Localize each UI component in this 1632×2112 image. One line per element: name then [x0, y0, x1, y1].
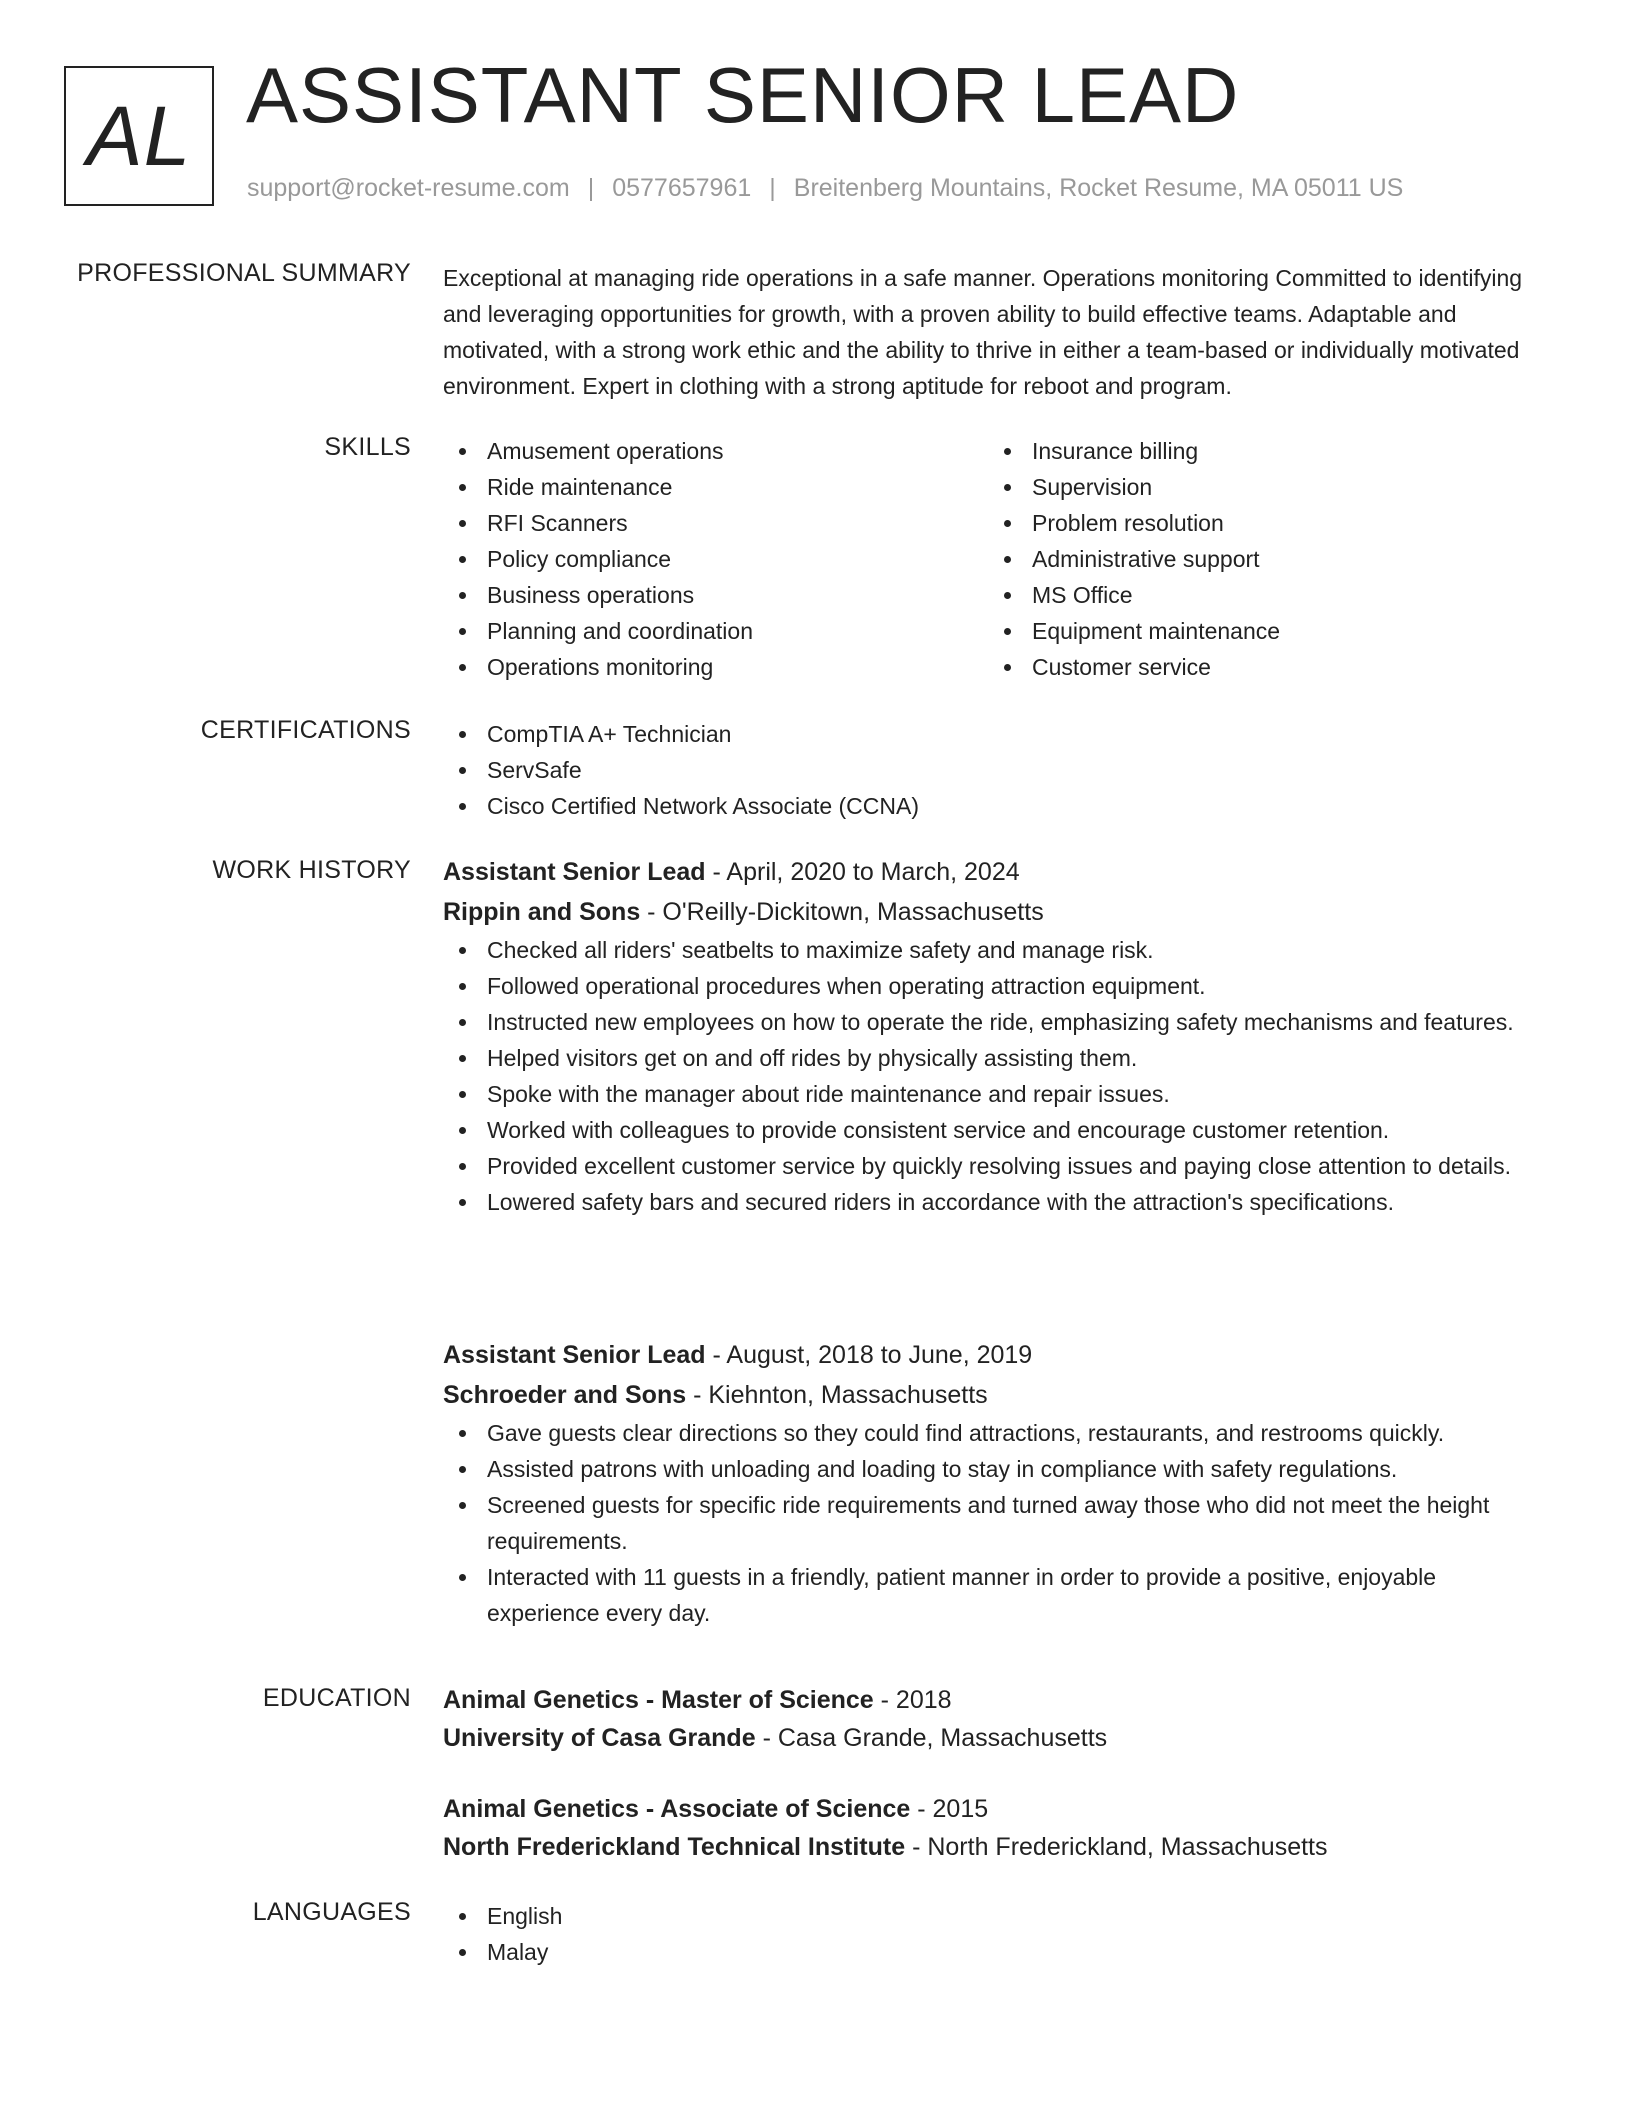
- skill-item: RFI Scanners: [443, 505, 988, 541]
- contact-separator: |: [587, 174, 595, 202]
- monogram-badge: [64, 66, 214, 206]
- contact-email: support@rocket-resume.com: [247, 174, 570, 202]
- skill-item: Policy compliance: [443, 541, 988, 577]
- summary-body: [443, 260, 1553, 404]
- education-school: University of Casa Grande: [443, 1724, 756, 1752]
- skills-list-left: [443, 433, 988, 685]
- job-bullet: Provided excellent customer service by quickly resolving issues and paying close attention to details.: [443, 1148, 1553, 1184]
- job-role: Assistant Senior Lead: [443, 1341, 706, 1369]
- education-degree: Animal Genetics - Associate of Science: [443, 1795, 911, 1823]
- skill-item: Equipment maintenance: [988, 613, 1533, 649]
- job-bullet: Worked with colleagues to provide consistent service and encourage customer retention.: [443, 1112, 1553, 1148]
- job-role: Assistant Senior Lead: [443, 858, 706, 886]
- education-degree-line: [443, 1681, 1553, 1719]
- skill-item: Planning and coordination: [443, 613, 988, 649]
- job-bullet: Screened guests for specific ride requirements and turned away those who did not meet the height requirements.: [443, 1487, 1553, 1559]
- education-year: - 2015: [910, 1795, 989, 1823]
- job-bullet: Interacted with 11 guests in a friendly, patient manner in order to provide a positive, enjoyable experience every day.: [443, 1559, 1553, 1631]
- education-school-line: [443, 1719, 1553, 1757]
- job-bullet: Spoke with the manager about ride maintenance and repair issues.: [443, 1076, 1553, 1112]
- skill-item: Business operations: [443, 577, 988, 613]
- education-degree: Animal Genetics - Master of Science: [443, 1686, 874, 1714]
- education-location: - North Frederickland, Massachusetts: [905, 1833, 1328, 1861]
- education-entry: [443, 1790, 1553, 1866]
- education-entry: [443, 1681, 1553, 1757]
- section-title-skills: SKILLS: [324, 433, 411, 461]
- section-title-summary: PROFESSIONAL SUMMARY: [77, 259, 411, 287]
- contact-separator: |: [769, 174, 776, 202]
- job-title-line: [443, 1335, 1553, 1375]
- languages-body: [443, 1898, 1553, 1970]
- job-bullet: Assisted patrons with unloading and loading to stay in compliance with safety regulations.: [443, 1451, 1553, 1487]
- skill-item: Administrative support: [988, 541, 1533, 577]
- certification-item: Cisco Certified Network Associate (CCNA): [443, 788, 1553, 824]
- education-year: - 2018: [873, 1686, 952, 1714]
- contact-address: Breitenberg Mountains, Rocket Resume, MA 05011 US: [793, 174, 1404, 202]
- job-company-line: [443, 1375, 1553, 1415]
- skill-item: Customer service: [988, 649, 1533, 685]
- section-title-certifications: CERTIFICATIONS: [200, 716, 411, 744]
- skill-item: Operations monitoring: [443, 649, 988, 685]
- section-title-education: EDUCATION: [262, 1684, 411, 1712]
- job-company-line: [443, 892, 1553, 932]
- job-bullet: Checked all riders' seatbelts to maximize safety and manage risk.: [443, 932, 1553, 968]
- job-bullet: Followed operational procedures when operating attraction equipment.: [443, 968, 1553, 1004]
- job-bullet: Helped visitors get on and off rides by physically assisting them.: [443, 1040, 1553, 1076]
- section-title-languages: LANGUAGES: [252, 1898, 411, 1926]
- skill-item: Problem resolution: [988, 505, 1533, 541]
- certifications-list: [443, 716, 1553, 824]
- job-company: Schroeder and Sons: [443, 1381, 687, 1409]
- monogram-initials: AL: [86, 88, 192, 183]
- job-bullet: Gave guests clear directions so they could find attractions, restaurants, and restrooms quickly.: [443, 1415, 1553, 1451]
- job-bullets: [443, 1415, 1553, 1631]
- job-title-line: [443, 852, 1553, 892]
- job-dates: - April, 2020 to March, 2024: [705, 858, 1020, 886]
- job-entry: [443, 852, 1553, 1220]
- language-item: Malay: [443, 1934, 1553, 1970]
- skill-item: Ride maintenance: [443, 469, 988, 505]
- job-company: Rippin and Sons: [443, 898, 641, 926]
- job-bullet: Instructed new employees on how to operate the ride, emphasizing safety mechanisms and features.: [443, 1004, 1553, 1040]
- skill-item: Supervision: [988, 469, 1533, 505]
- languages-list: [443, 1898, 1553, 1970]
- skill-item: Insurance billing: [988, 433, 1533, 469]
- education-degree-line: [443, 1790, 1553, 1828]
- certifications-body: [443, 716, 1553, 824]
- job-location: - O'Reilly-Dickitown, Massachusetts: [640, 898, 1044, 926]
- job-bullets: [443, 932, 1553, 1220]
- job-bullet: Lowered safety bars and secured riders in accordance with the attraction's specifications.: [443, 1184, 1553, 1220]
- contact-line: [247, 174, 1403, 203]
- job-dates: - August, 2018 to June, 2019: [705, 1341, 1033, 1369]
- skills-list-right: [988, 433, 1533, 685]
- job-location: - Kiehnton, Massachusetts: [686, 1381, 988, 1409]
- summary-text: Exceptional at managing ride operations in a safe manner. Operations monitoring Committed to identifying and leveraging opportunities for growth, with a proven ability to build effective teams. Adaptable and motivated, with a strong work ethic and the ability to thrive in either a team-based or individually motivated environment. Expert in clothing with a strong aptitude for reboot and program.: [443, 265, 1523, 399]
- education-location: - Casa Grande, Massachusetts: [755, 1724, 1108, 1752]
- work-history-body: [443, 852, 1553, 1220]
- skills-body: [443, 433, 1553, 685]
- education-school-line: [443, 1828, 1553, 1866]
- contact-phone: 0577657961: [612, 174, 752, 202]
- certification-item: CompTIA A+ Technician: [443, 716, 1553, 752]
- skill-item: MS Office: [988, 577, 1533, 613]
- certification-item: ServSafe: [443, 752, 1553, 788]
- candidate-name: ASSISTANT SENIOR LEAD: [246, 51, 1240, 139]
- job-entry: [443, 1335, 1553, 1631]
- skill-item: Amusement operations: [443, 433, 988, 469]
- language-item: English: [443, 1898, 1553, 1934]
- section-title-work: WORK HISTORY: [212, 856, 411, 884]
- education-body: [443, 1681, 1553, 1866]
- education-school: North Frederickland Technical Institute: [443, 1833, 906, 1861]
